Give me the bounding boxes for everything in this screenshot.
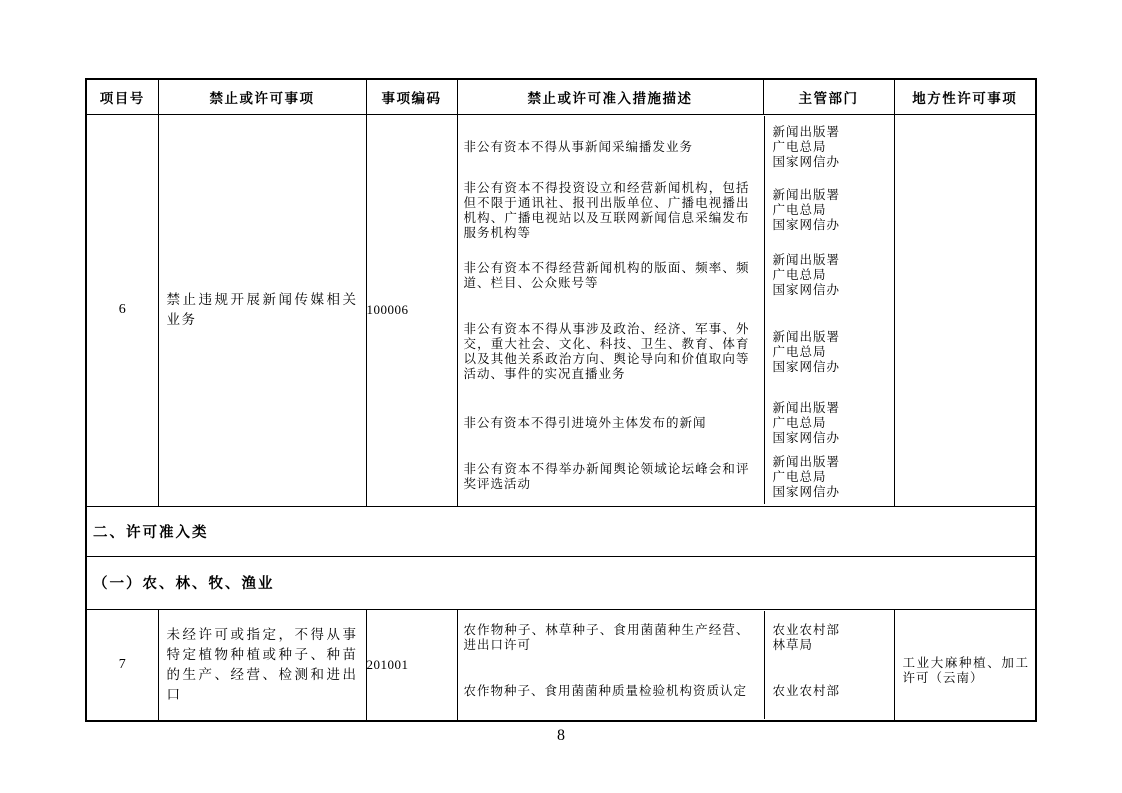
measure-desc: 非公有资本不得引进境外主体发布的新闻 xyxy=(463,415,707,430)
authority-line: 农业农村部 xyxy=(772,622,841,637)
authority-line: 广电总局 xyxy=(772,268,827,282)
page-number: 8 xyxy=(557,727,565,744)
authority-list xyxy=(764,308,894,396)
authority-list xyxy=(764,116,894,178)
item-desc-text: 禁止违规开展新闻传媒相关业务 xyxy=(166,292,358,327)
authority-line: 新闻出版署 xyxy=(772,454,841,469)
cell-local-license xyxy=(894,609,1036,721)
local-license-text xyxy=(895,304,1036,316)
cell-measures-and-authorities xyxy=(457,609,894,721)
measure-desc: 农作物种子、林草种子、食用菌菌种生产经营、进出口许可 xyxy=(463,622,750,652)
cell-local-license xyxy=(894,114,1036,506)
authority-line: 广电总局 xyxy=(772,344,827,359)
measure-desc: 非公有资本不得投资设立和经营新闻机构，包括但不限于通讯社、报刊出版单位、广播电视播出机构、广播电视站以及互联网新闻信息采编发布服务机构等 xyxy=(463,180,750,240)
authority-list xyxy=(764,243,894,308)
cell-item-desc xyxy=(158,609,366,721)
negative-list-table xyxy=(85,78,1037,722)
authority-list xyxy=(764,178,894,243)
authority-list xyxy=(764,611,894,665)
section-label: 二、许可准入类 xyxy=(86,506,1036,556)
section-row-license-class xyxy=(86,506,1036,556)
measure-desc: 农作物种子、食用菌菌种质量检验机构资质认定 xyxy=(463,684,748,699)
header-item-no: 项目号 xyxy=(86,79,158,114)
authority-line: 国家网信办 xyxy=(772,218,841,232)
authority-line: 新闻出版署 xyxy=(772,188,841,202)
header-local-license: 地方性许可事项 xyxy=(894,79,1036,114)
header-item-desc: 禁止或许可事项 xyxy=(158,79,366,114)
measure-desc: 非公有资本不得从事新闻采编播发业务 xyxy=(463,139,694,154)
measure-desc: 非公有资本不得从事涉及政治、经济、军事、外交，重大社会、文化、科技、卫生、教育、体育以及其他关系政治方向、舆论导向和价值取向等活动、事件的实况直播业务 xyxy=(463,322,750,381)
measure-row xyxy=(458,450,894,504)
cell-item-code: 100006 xyxy=(366,114,457,506)
authority-list xyxy=(764,665,894,719)
section-row-agriculture xyxy=(86,556,1036,609)
local-license-text: 工业大麻种植、加工许可（云南） xyxy=(902,655,1029,685)
measure-list xyxy=(458,611,894,719)
measure-row xyxy=(458,611,894,665)
authority-line: 国家网信办 xyxy=(772,154,841,169)
authority-line: 广电总局 xyxy=(772,203,827,217)
cell-item-code: 201001 xyxy=(366,609,457,721)
measure-row xyxy=(458,178,894,243)
cell-item-no: 6 xyxy=(86,114,158,506)
section-label: （一）农、林、牧、渔业 xyxy=(86,556,1036,609)
measure-desc: 非公有资本不得举办新闻舆论领域论坛峰会和评奖评选活动 xyxy=(463,462,750,491)
measure-list xyxy=(458,116,894,504)
measure-desc: 非公有资本不得经营新闻机构的版面、频率、频道、栏目、公众账号等 xyxy=(463,260,750,290)
authority-line: 农业农村部 xyxy=(772,684,841,699)
authority-list xyxy=(764,450,894,504)
authority-line: 国家网信办 xyxy=(772,430,841,445)
authority-line: 新闻出版署 xyxy=(772,124,841,139)
authority-line: 国家网信办 xyxy=(772,283,841,297)
authority-list xyxy=(764,396,894,450)
cell-item-no: 7 xyxy=(86,609,158,721)
authority-line: 国家网信办 xyxy=(772,359,841,374)
table-row-6 xyxy=(86,114,1036,506)
authority-line: 国家网信办 xyxy=(772,484,841,499)
authority-line: 林草局 xyxy=(772,637,814,652)
authority-line: 新闻出版署 xyxy=(772,253,841,267)
table-row-7 xyxy=(86,609,1036,721)
authority-line: 新闻出版署 xyxy=(772,400,841,415)
header-item-code: 事项编码 xyxy=(366,79,457,114)
measure-row xyxy=(458,308,894,396)
measure-row xyxy=(458,116,894,178)
authority-line: 新闻出版署 xyxy=(772,329,841,344)
cell-item-desc xyxy=(158,114,366,506)
header-authority: 主管部门 xyxy=(763,79,894,114)
table-header-row xyxy=(86,79,1036,114)
measure-row xyxy=(458,243,894,308)
item-desc-text: 未经许可或指定，不得从事特定植物种植或种子、种苗的生产、经营、检测和进出口 xyxy=(166,626,358,702)
authority-line: 广电总局 xyxy=(772,469,827,484)
cell-measures-and-authorities xyxy=(457,114,894,506)
authority-line: 广电总局 xyxy=(772,415,827,430)
authority-line: 广电总局 xyxy=(772,139,827,154)
measure-row xyxy=(458,396,894,450)
measure-row xyxy=(458,665,894,719)
header-measure-desc: 禁止或许可准入措施描述 xyxy=(457,79,763,114)
